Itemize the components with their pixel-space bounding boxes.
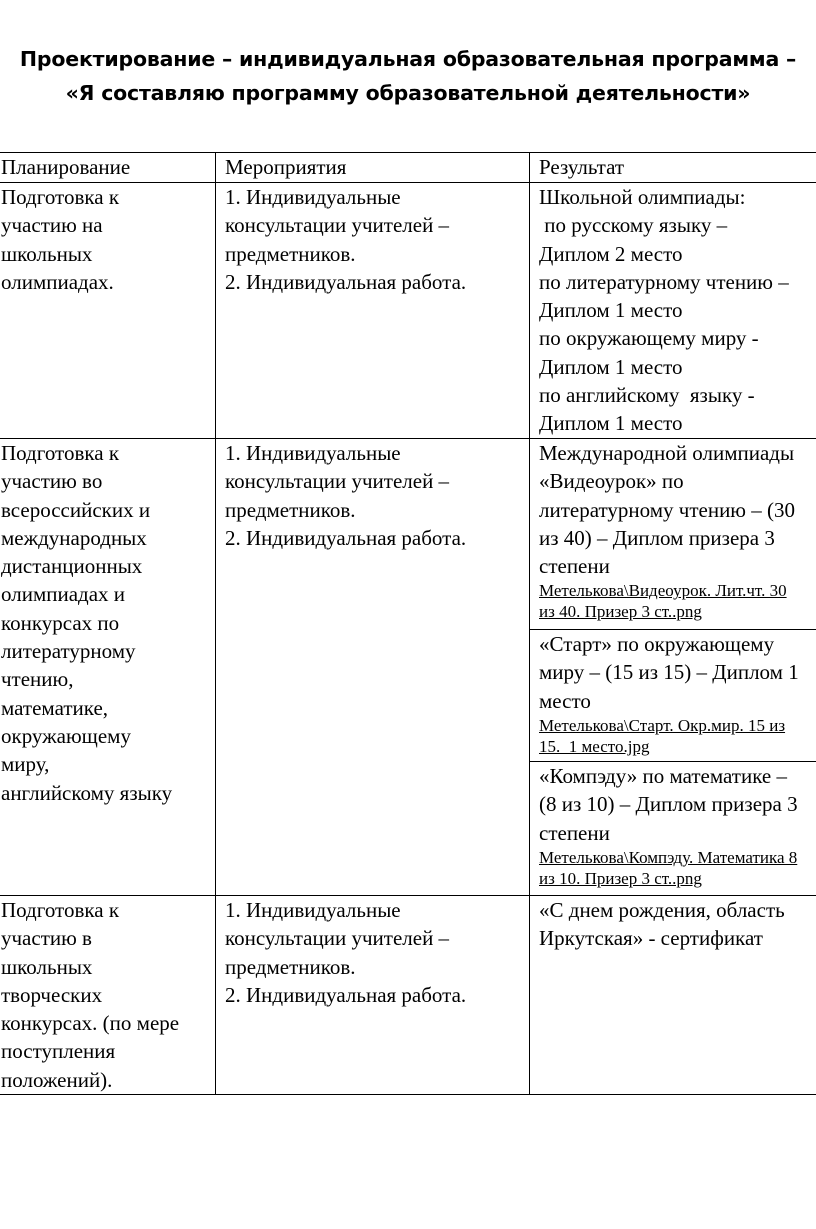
file-link-start[interactable] bbox=[539, 715, 816, 757]
text-line: Диплом 2 место bbox=[539, 241, 683, 266]
text-line: литературному bbox=[1, 639, 136, 664]
text-line: 2. Индивидуальная работа. bbox=[225, 982, 467, 1007]
text-line: 1. Индивидуальные bbox=[225, 185, 401, 209]
text-line: степени bbox=[539, 554, 610, 579]
events-cell bbox=[216, 439, 530, 896]
program-table bbox=[0, 152, 816, 1095]
result-cell bbox=[530, 439, 816, 896]
text-line: предметников. bbox=[225, 241, 356, 266]
text-line: творческих bbox=[1, 982, 103, 1007]
text-line: «С днем рождения, область bbox=[539, 898, 785, 922]
header-planning: Планирование bbox=[0, 153, 216, 183]
text-line: участию во bbox=[1, 469, 103, 494]
link-line[interactable]: из 10. Призер 3 ст..png bbox=[539, 868, 702, 888]
result-item-start bbox=[530, 630, 816, 762]
result-cell bbox=[530, 183, 816, 439]
title-line-2: «Я составляю программу образовательной деятельности» bbox=[65, 81, 751, 105]
text-line: 1. Индивидуальные bbox=[225, 898, 401, 922]
table-row bbox=[0, 183, 816, 439]
text-line: место bbox=[539, 688, 591, 713]
link-line[interactable]: 15. 1 место.jpg bbox=[539, 736, 650, 756]
text-line: школьных bbox=[1, 241, 93, 266]
text-line: степени bbox=[539, 820, 610, 845]
text-line: Подготовка к bbox=[1, 441, 120, 465]
result-item-kompedu bbox=[530, 762, 816, 889]
header-result: Результат bbox=[530, 153, 816, 183]
text-line: (8 из 10) – Диплом призера 3 bbox=[539, 792, 798, 817]
text-line: Диплом 1 место bbox=[539, 354, 683, 379]
text-line: конкурсах. (по мере bbox=[1, 1011, 180, 1036]
result-item-videourok bbox=[530, 439, 816, 630]
text-line: миру – (15 из 15) – Диплом 1 bbox=[539, 660, 799, 685]
planning-cell bbox=[0, 183, 216, 439]
document-title bbox=[0, 42, 816, 110]
text-line: чтению, bbox=[1, 667, 74, 692]
text-line: участию на bbox=[1, 213, 103, 238]
text-line: конкурсах по bbox=[1, 610, 120, 635]
text-line: по русскому языку – bbox=[539, 213, 728, 238]
text-line: по литературному чтению – bbox=[539, 269, 789, 294]
link-line[interactable]: из 40. Призер 3 ст..png bbox=[539, 602, 702, 622]
table-row bbox=[0, 896, 816, 1095]
link-line[interactable]: Метелькова\Компэду. Математика 8 bbox=[539, 847, 798, 867]
text-line: предметников. bbox=[225, 954, 356, 979]
result-cell bbox=[530, 896, 816, 1095]
text-line: миру, bbox=[1, 752, 50, 777]
text-line: Подготовка к bbox=[1, 898, 120, 922]
text-line: Подготовка к bbox=[1, 185, 120, 209]
file-link-kompedu[interactable] bbox=[539, 847, 816, 889]
text-line: олимпиадах. bbox=[1, 269, 114, 294]
text-line: дистанционных bbox=[1, 554, 143, 579]
text-line: консультации учителей – bbox=[225, 469, 450, 494]
text-line: литературному чтению – (30 bbox=[539, 497, 795, 522]
table-row bbox=[0, 439, 816, 896]
text-line: математике, bbox=[1, 695, 109, 720]
text-line: из 40) – Диплом призера 3 bbox=[539, 525, 775, 550]
planning-cell bbox=[0, 439, 216, 896]
link-line[interactable]: Метелькова\Видеоурок. Лит.чт. 30 bbox=[539, 581, 787, 601]
planning-cell bbox=[0, 896, 216, 1095]
text-line: Школьной олимпиады: bbox=[539, 185, 746, 209]
text-line: консультации учителей – bbox=[225, 213, 450, 238]
text-line: 1. Индивидуальные bbox=[225, 441, 401, 465]
text-line: олимпиадах и bbox=[1, 582, 126, 607]
text-line: всероссийских и bbox=[1, 497, 151, 522]
text-line: «Старт» по окружающему bbox=[539, 632, 775, 656]
text-line: английскому языку bbox=[1, 780, 173, 805]
text-line: 2. Индивидуальная работа. bbox=[225, 269, 467, 294]
events-cell bbox=[216, 896, 530, 1095]
text-line: по окружающему миру - bbox=[539, 326, 759, 351]
text-line: поступления bbox=[1, 1039, 116, 1064]
text-line: 2. Индивидуальная работа. bbox=[225, 525, 467, 550]
text-line: Международной олимпиады bbox=[539, 441, 795, 465]
header-events: Мероприятия bbox=[216, 153, 530, 183]
text-line: «Компэду» по математике – bbox=[539, 764, 787, 788]
text-line: положений). bbox=[1, 1067, 113, 1092]
text-line: Диплом 1 место bbox=[539, 411, 683, 436]
file-link-videourok[interactable] bbox=[539, 580, 816, 622]
events-cell bbox=[216, 183, 530, 439]
text-line: участию в bbox=[1, 926, 92, 951]
text-line: «Видеоурок» по bbox=[539, 469, 684, 494]
text-line: Иркутская» - сертификат bbox=[539, 926, 763, 951]
table-viewport bbox=[0, 152, 816, 1097]
text-line: по английскому языку - bbox=[539, 383, 755, 408]
text-line: окружающему bbox=[1, 723, 131, 748]
link-line[interactable]: Метелькова\Старт. Окр.мир. 15 из bbox=[539, 715, 786, 735]
text-line: консультации учителей – bbox=[225, 926, 450, 951]
text-line: школьных bbox=[1, 954, 93, 979]
table-header-row bbox=[0, 153, 816, 183]
text-line: Диплом 1 место bbox=[539, 298, 683, 323]
title-line-1: Проектирование – индивидуальная образовательная программа – bbox=[19, 47, 797, 71]
text-line: предметников. bbox=[225, 497, 356, 522]
text-line: международных bbox=[1, 525, 147, 550]
